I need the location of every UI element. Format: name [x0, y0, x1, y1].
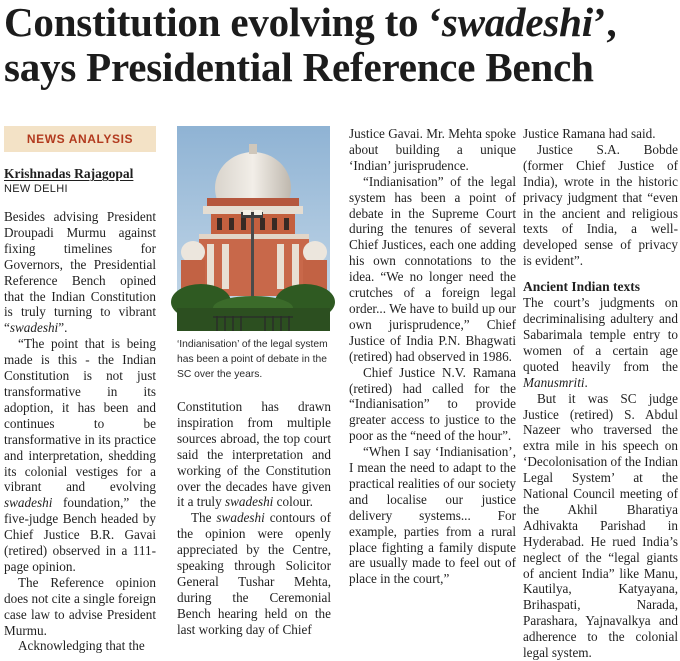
article-column-2 — [177, 399, 331, 638]
paragraph: Chief Justice N.V. Ramana (retired) had called for the “Indianisation” to provide greater access to justice to the poor as the “need of the hour”. — [349, 364, 516, 444]
paragraph: Besides advising President Droupadi Murmu against fixing timelines for Governors, the Presidential Reference Bench opined that the Indian Constitution is truly turning to vibrant “swadeshi”. — [4, 209, 156, 336]
headline-line-1 — [4, 0, 676, 45]
paragraph: Justice Gavai. Mr. Mehta spoke about building a unique ‘Indian’ jurisprudence. — [349, 126, 517, 173]
author-byline[interactable]: Krishnadas Rajagopal — [4, 166, 134, 181]
headline-line-2: says Presidential Reference Bench — [4, 44, 594, 90]
supreme-court-photo — [177, 126, 330, 331]
paragraph: “Indianisation” of the legal system has been a point of debate in the Supreme Court during the tenures of several Chief Justices, each one adding his own connotations to the idea. “We no longer need the crutches of a foreign legal order... We have to build up our own jurisprudence,” Chief Justice of India P.N. Bhagwati (retired) had observed in 1986. — [349, 173, 516, 364]
headline-text: Constitution evolving to ‘ — [4, 0, 442, 45]
article-column-1 — [4, 126, 156, 654]
paragraph: The swadeshi contours of the opinion were openly appreciated by the Centre, speaking through Solicitor General Tushar Mehta, during the Ceremonial Bench hearing held on the last working day of Chief — [177, 510, 331, 637]
paragraph: The Reference opinion does not cite a single foreign case law to advise President Murmu. — [4, 574, 156, 638]
paragraph: Justice S.A. Bobde (former Chief Justice of India), wrote in the historic privacy judgment that “even in the ancient and religious texts of India, a well-developed sense of privacy is evident”. — [523, 141, 678, 269]
article-column-3 — [349, 126, 516, 587]
paragraph: Constitution has drawn inspiration from multiple sources abroad, the top court said the interpretation and working of the Constitution over the decades have given it a truly swadeshi colour. — [177, 399, 331, 510]
section-subheading: Ancient Indian texts — [523, 279, 641, 295]
article-column-4 — [523, 126, 678, 661]
paragraph: “The point that is being made is this - the Indian Constitution is not just transformative in its adoption, it has been and continues to be transformative in its practice and interpretation, shedding its colonial vestiges for a vibrant and evolving swadeshi foundation,” the five-judge Bench headed by Chief Justice B.R. Gavai (retired) observed in a 111-page opinion. — [4, 336, 156, 574]
paragraph: “When I say ‘Indianisation’, I mean the need to adapt to the practical realities of our society and localise our justice delivery systems... For example, parties from a rural place fighting a family dispute are usually made to feel out of place in the court,” — [349, 444, 516, 587]
headline — [4, 0, 676, 90]
headline-italic-word: swadeshi — [441, 0, 593, 45]
paragraph: The court’s judgments on decriminalising adultery and Sabarimala temple entry to women of a certain age quoted heavily from the Manusmriti. — [523, 295, 678, 390]
paragraph: Justice Ramana had said. — [523, 126, 656, 141]
news-analysis-badge: NEWS ANALYSIS — [4, 126, 156, 152]
paragraph: But it was SC judge Justice (retired) S. Abdul Nazeer who traversed the extra mile in his speech on ‘Decolonisation of the Indian Legal System’ at the National Council meeting of the Akhil Bharatiya Adhivakta Parishad in Hyderabad. He rued India’s neglect of the “legal giants of ancient India” like Manu, Kautilya, Katyayana, Brihaspati, Narada, Parashara, Yajnavalkya and adherence to the colonial legal system. — [523, 390, 678, 661]
photo-caption: ‘Indianisation’ of the legal system has been a point of debate in the SC over the years. — [177, 339, 328, 380]
headline-punctuation: ’, — [592, 0, 617, 45]
paragraph: Acknowledging that the — [18, 638, 145, 654]
dateline: NEW DELHI — [4, 183, 68, 195]
